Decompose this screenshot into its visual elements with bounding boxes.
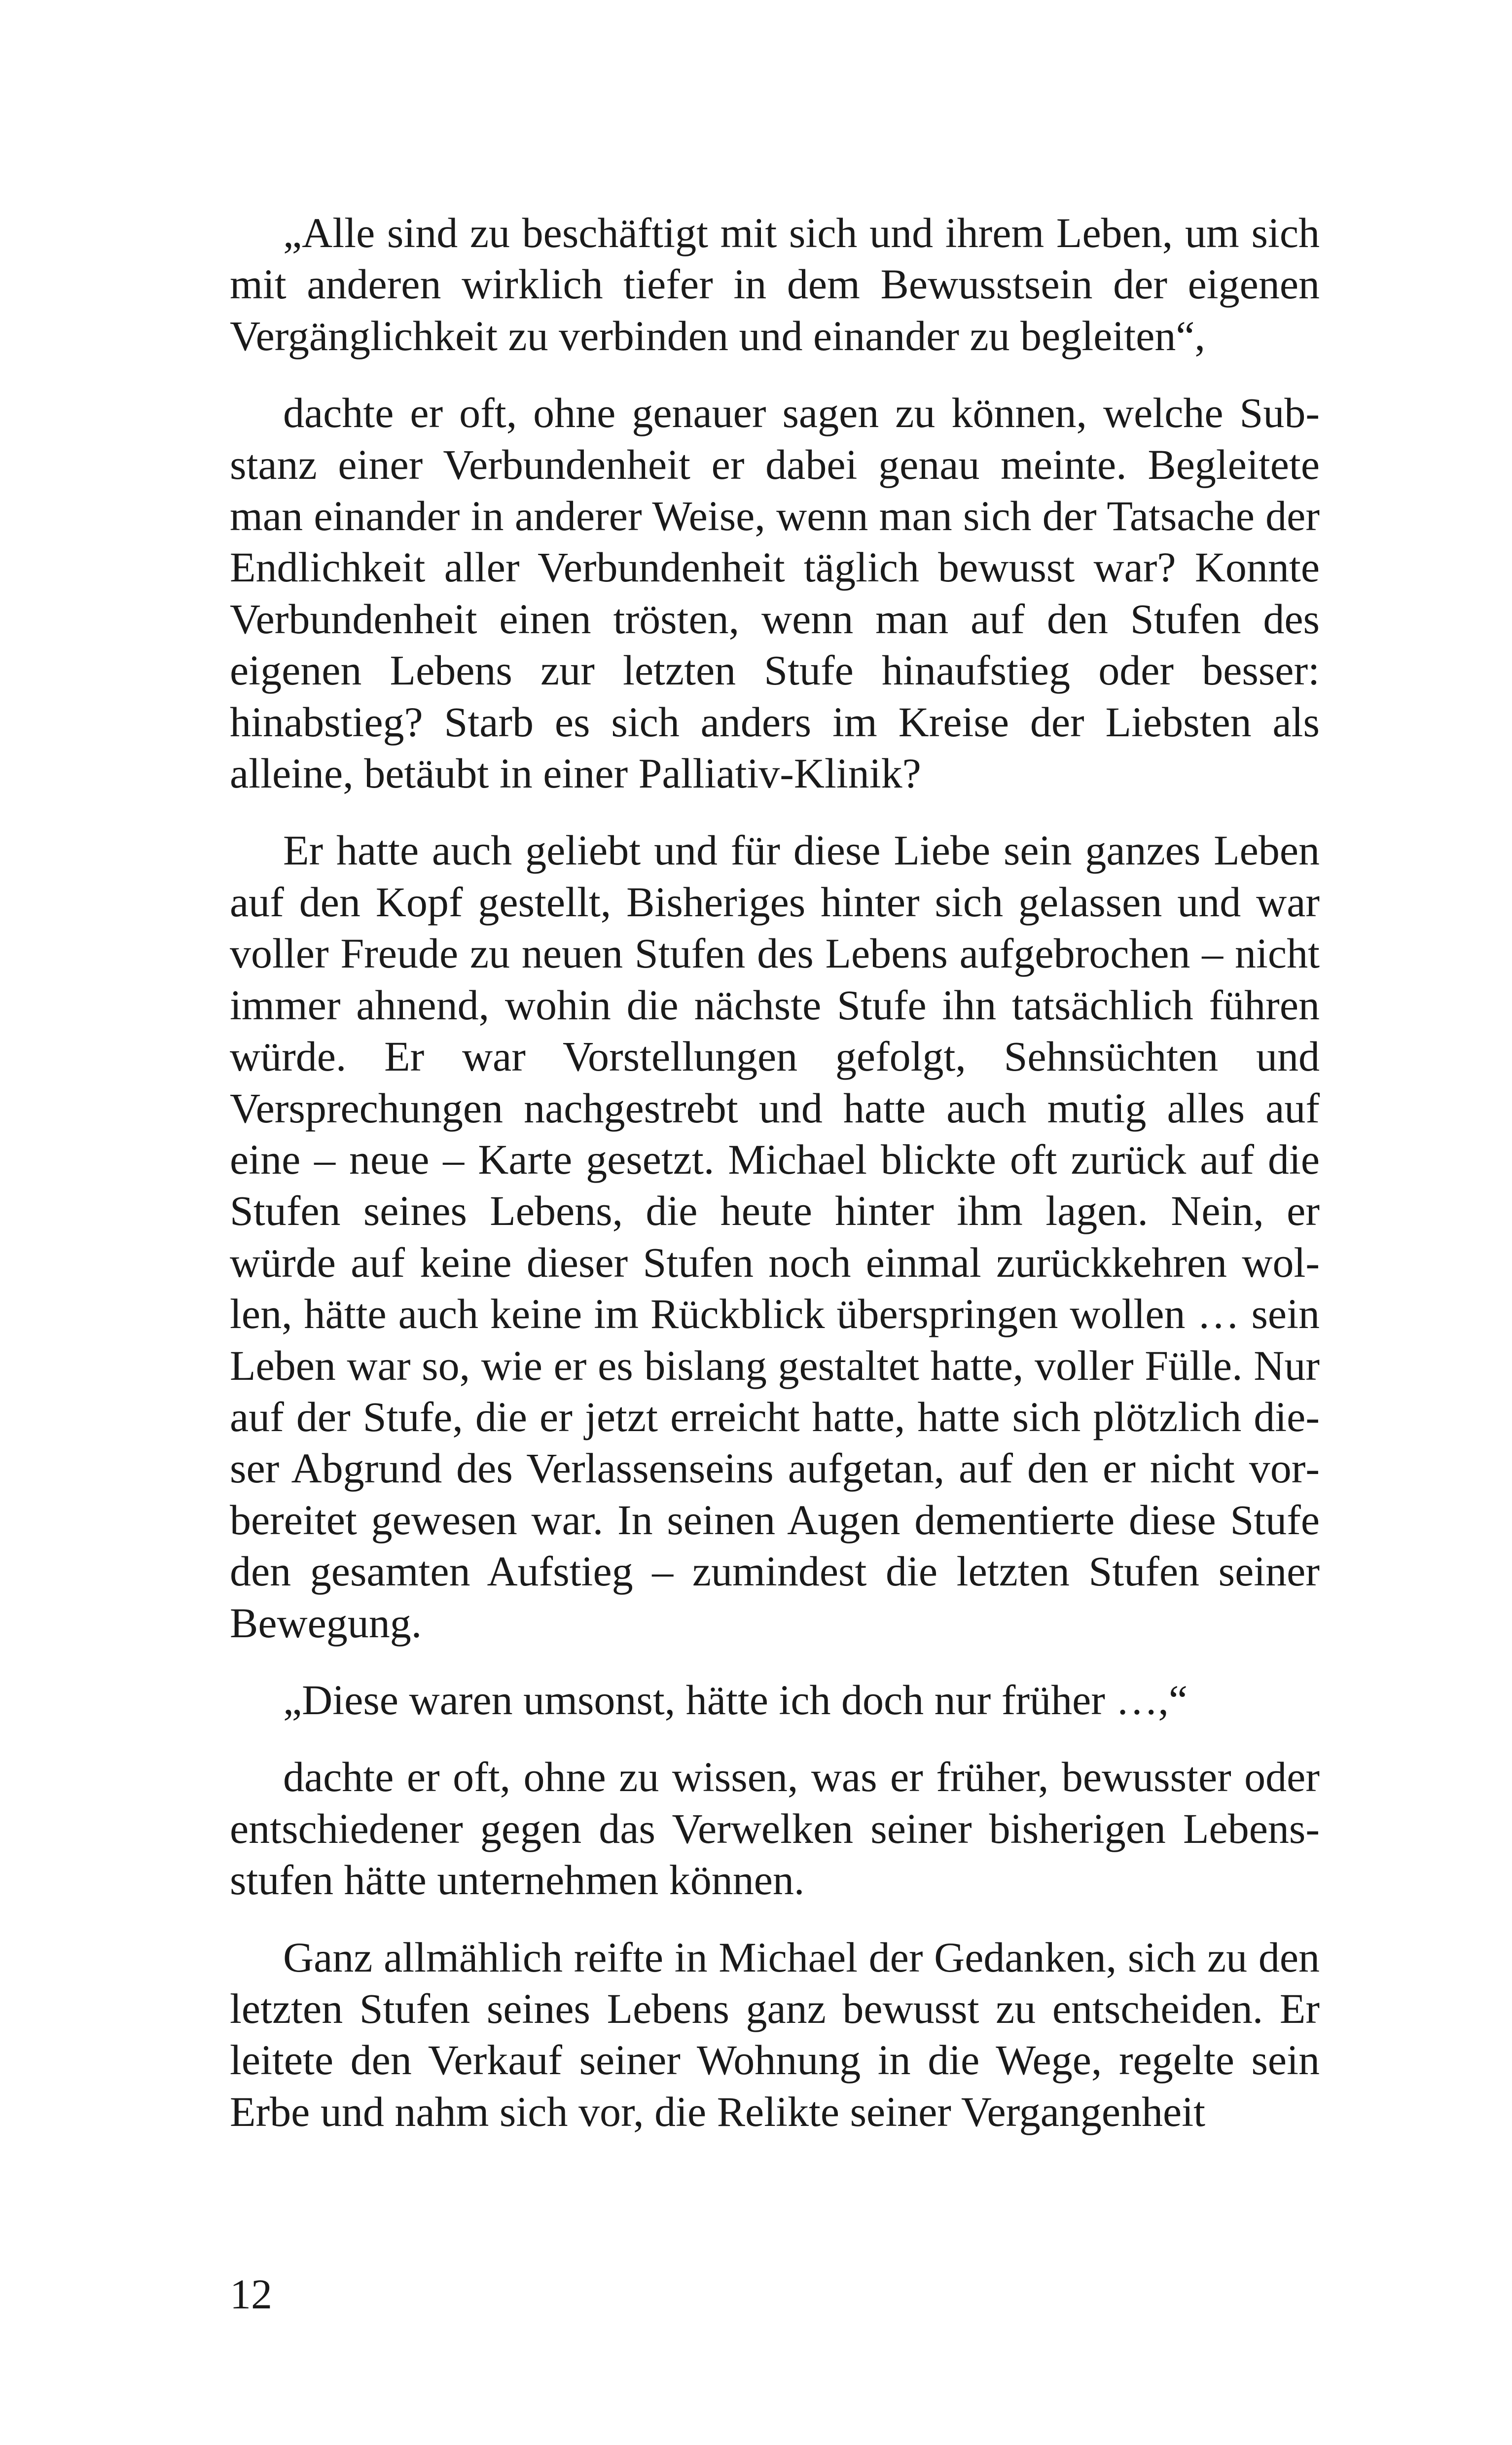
paragraph-withering: dachte er oft, ohne zu wissen, was er früher, bewusster oder entschiedener gegen das Verwelken seiner bisherigen Lebensstufen hätte unternehmen können. — [230, 1753, 1320, 1904]
page-number: 12 — [230, 2270, 272, 2318]
paragraph-reflection: dachte er oft, ohne genauer sagen zu können, welche Substanz einer Verbundenheit er dabei genau meinte. Begleitete man einander in anderer Weise, wenn man sich der Tatsache der Endlichkeit aller Verbundenheit täglich bewusst war? Konnte Verbundenheit einen trösten, wenn man auf den Stufen des eigenen Lebens zur letzten Stufe hinaufstieg oder besser: hinabstieg? Starb es sich anders im Kreise der Liebsten als alleine, betäubt in einer Palliativ-Klinik? — [230, 389, 1320, 797]
paragraph-love-and-stages: Er hatte auch geliebt und für diese Liebe sein ganzes Leben auf den Kopf gestellt, Bisheriges hinter sich gelassen und war voller Freude zu neuen Stufen des Lebens aufgebrochen – nicht immer ahnend, wohin die nächste Stufe ihn tatsächlich führen würde. Er war Vorstellungen gefolgt, Sehnsüchten und Versprechungen nachgestrebt und hatte auch mutig alles auf eine – neue – Karte gesetzt. Michael blickte oft zurück auf die Stufen seines Lebens, die heute hinter ihm lagen. Nein, er würde auf keine dieser Stufen noch einmal zurückkehren wollen, hätte auch keine im Rückblick überspringen wollen … sein Leben war so, wie er es bislang gestaltet hatte, voller Fülle. Nur auf der Stufe, die er jetzt erreicht hatte, hatte sich plötzlich dieser Abgrund des Verlassenseins aufgetan, auf den er nicht vorbereitet gewesen war. In seinen Augen dementierte diese Stufe den gesamten Aufstieg – zumindest die letzten Stufen seiner Bewegung. — [230, 827, 1320, 1647]
paragraph-decision: Ganz allmählich reifte in Michael der Gedanken, sich zu den letzten Stufen seines Lebens ganz bewusst zu entscheiden. Er leitete den Verkauf seiner Wohnung in die Wege, regelte sein Erbe und nahm sich vor, die Relikte seiner Vergangenheit — [230, 1933, 1320, 2135]
paragraph-quote-opening: „Alle sind zu beschäftigt mit sich und ihrem Leben, um sich mit anderen wirklich tiefer in dem Bewusstsein der eigenen Vergänglichkeit zu verbinden und einander zu begleiten“, — [230, 209, 1320, 360]
paragraph-quote-regret: „Diese waren umsonst, hätte ich doch nur früher …,“ — [283, 1676, 1188, 1724]
page-body — [230, 207, 1320, 2137]
